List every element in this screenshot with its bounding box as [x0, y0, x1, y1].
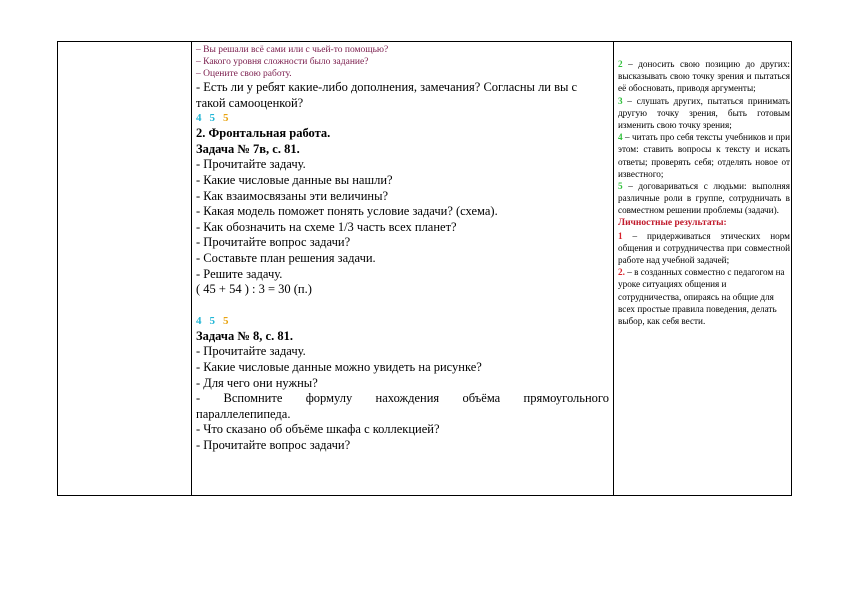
learning-outcomes-column — [618, 58, 790, 327]
outcome-item — [618, 58, 790, 95]
reflection-question: – Какого уровня сложности было задание? — [196, 57, 369, 67]
task-line: - Прочитайте задачу. — [196, 344, 306, 359]
task-line: - Вспомните формулу нахождения объёма прямоугольного — [196, 391, 609, 406]
outcome-text: – придерживаться этических норм общения и сотрудничества при совместной работе над учебной задачей; — [618, 230, 790, 266]
outcome-number: 5 — [618, 181, 623, 192]
task-line: - Как обозначить на схеме 1/3 часть всех планет? — [196, 219, 457, 234]
outcome-number: 2 — [618, 59, 623, 69]
outcome-text: – слушать других, пытаться принимать другую точку зрения, быть готовым изменить свою точку зрения; — [618, 95, 790, 131]
task-line: - Прочитайте задачу. — [196, 157, 306, 172]
skill-marks — [196, 314, 609, 329]
reflection-question: – Вы решали всё сами или с чьей-то помощью? — [196, 45, 389, 55]
outcome-item — [618, 266, 790, 327]
outcome-text: – договариваться с людьми: выполняя различные роли в группе, сотрудничать в совместном решении проблемы (задачи). — [618, 181, 790, 216]
task-line: - Составьте план решения задачи. — [196, 250, 376, 265]
outcome-text: – читать про себя тексты учебников и при этом: ставить вопросы к тексту и искать ответы; проверять себя; отделять новое от известного; — [618, 132, 790, 179]
outcome-text: – доносить свою позицию до других: высказывать свою точку зрения и пытаться её обосновать, приводя аргументы; — [618, 59, 790, 94]
task-title: Задача № 8, с. 81. — [196, 328, 293, 343]
mark: 5 — [209, 112, 215, 125]
solution-line: ( 45 + 54 ) : 3 = 30 (п.) — [196, 282, 312, 297]
task-line: - Что сказано об объёме шкафа с коллекцией? — [196, 422, 440, 437]
task-line: параллелепипеда. — [196, 406, 291, 421]
mark: 5 — [223, 112, 229, 125]
task-line: - Какие числовые данные вы нашли? — [196, 172, 393, 187]
outcome-item — [618, 180, 790, 217]
outcome-number: 1 — [618, 230, 623, 241]
teacher-activity-column — [196, 44, 609, 453]
outcome-item — [618, 95, 790, 132]
mark: 5 — [209, 314, 215, 327]
mark: 5 — [223, 314, 229, 327]
task-line: - Как взаимосвязаны эти величины? — [196, 188, 389, 203]
outcome-number: 3 — [618, 95, 623, 106]
lesson-table — [57, 41, 792, 496]
outcome-item — [618, 230, 790, 267]
section-title: 2. Фронтальная работа. — [196, 126, 331, 141]
mark: 4 — [196, 314, 202, 327]
task-line: - Для чего они нужны? — [196, 375, 318, 390]
task-line: - Решите задачу. — [196, 266, 283, 281]
task-line: - Какая модель поможет понять условие задачи? (схема). — [196, 204, 498, 219]
extra-question: - Есть ли у ребят какие-либо дополнения, замечания? Согласны ли вы с такой самооценкой? — [196, 80, 578, 110]
outcome-item — [618, 131, 790, 180]
outcome-number: 2. — [618, 267, 625, 278]
task-line: - Какие числовые данные можно увидеть на рисунке? — [196, 359, 482, 374]
outcome-text: – в созданных совместно с педагогом на уроке ситуациях общения и сотрудничества, опираясь на общие для всех простые правила поведения, делать выбор, как себя вести. — [618, 267, 785, 327]
column-divider-right — [613, 42, 614, 495]
task-title: Задача № 7в, с. 81. — [196, 141, 300, 156]
column-divider-left — [191, 42, 192, 495]
personal-results-heading: Личностные результаты: — [618, 217, 727, 228]
task-line: - Прочитайте вопрос задачи? — [196, 235, 351, 250]
task-line: - Прочитайте вопрос задачи? — [196, 437, 351, 452]
outcome-number: 4 — [618, 132, 623, 143]
mark: 4 — [196, 112, 202, 125]
skill-marks — [196, 111, 609, 126]
reflection-question: – Оцените свою работу. — [196, 69, 292, 79]
